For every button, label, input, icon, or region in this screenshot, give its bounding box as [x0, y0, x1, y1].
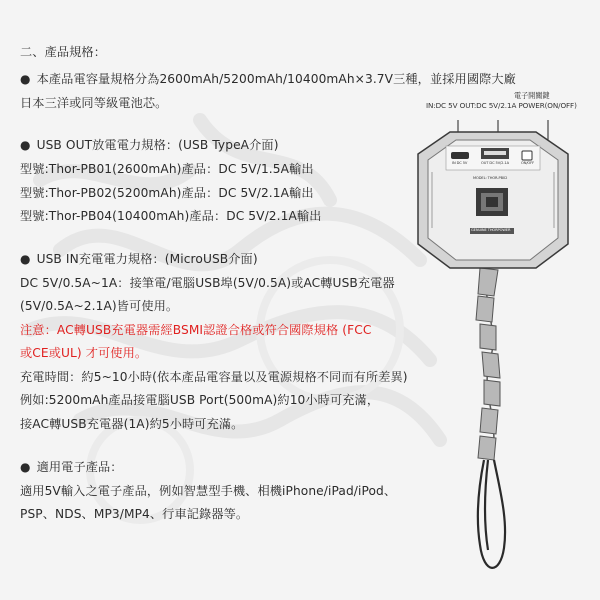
on-off-label: ON/OFF — [521, 161, 535, 165]
warning-line-1: 注意：AC轉USB充電器需經BSMI認證合格或符合國際規格 (FCC — [20, 323, 372, 337]
usb-in-line-1: DC 5V/0.5A~1A：接筆電/電腦USB埠(5V/0.5A)或AC轉USB充電器 — [20, 276, 395, 290]
in-port-label: IN DC 5V — [452, 161, 468, 165]
switch-title-label: 電子開關鍵 — [514, 91, 550, 100]
section-heading: 二、產品規格： — [20, 45, 107, 59]
usb-in-line-2: (5V/0.5A~2.1A)皆可使用。 — [20, 299, 179, 313]
usb-out-title: ● USB OUT放電電力規格：(USB TypeA介面) — [20, 138, 279, 152]
charge-example-line-1: 例如:5200mAh產品接電腦USB Port(500mA)約10小時可充滿， — [20, 393, 380, 407]
bullet-icon: ● — [20, 252, 31, 266]
model-line-pb02: 型號:Thor-PB02(5200mAh)產品：DC 5V/2.1A輸出 — [20, 186, 314, 200]
bullet-icon: ● — [20, 460, 31, 474]
capacity-line-2: 日本三洋或同等級電池芯。 — [20, 96, 168, 110]
devices-line-2: PSP、NDS、MP3/MP4、行車記錄器等。 — [20, 507, 249, 521]
warning-line-2: 或CE或UL) 才可使用。 — [20, 346, 148, 360]
bullet-icon: ● — [20, 138, 31, 152]
charge-time-line: 充電時間：約5~10小時(依本產品電容量以及電源規格不同而有所差異) — [20, 370, 408, 384]
brand-label: GENUINE THORPOWER — [471, 228, 511, 232]
usb-in-title: ● USB IN充電電力規格：(MicroUSB介面) — [20, 252, 258, 266]
devices-title: ● 適用電子產品： — [20, 460, 123, 474]
charge-example-line-2: 接AC轉USB充電器(1A)約5小時可充滿。 — [20, 417, 244, 431]
model-line-pb04: 型號:Thor-PB04(10400mAh)產品：DC 5V/2.1A輸出 — [20, 209, 322, 223]
out-port-label: OUT DC 5V/2.1A — [481, 161, 509, 165]
power-bank-illustration — [410, 120, 600, 590]
port-labels: IN:DC 5V OUT:DC 5V/2.1A POWER(ON/OFF) — [426, 101, 577, 110]
model-line-pb01: 型號:Thor-PB01(2600mAh)產品：DC 5V/1.5A輸出 — [20, 162, 314, 176]
capacity-line-1: ● 本產品電容量規格分為2600mAh/5200mAh/10400mAh×3.7V三種，並採用國際大廠 — [20, 72, 516, 86]
bullet-icon: ● — [20, 72, 31, 86]
model-label: MODEL: THOR-PB02 — [473, 176, 508, 180]
devices-line-1: 適用5V輸入之電子產品，例如智慧型手機、相機iPhone/iPad/iPod、 — [20, 484, 397, 498]
